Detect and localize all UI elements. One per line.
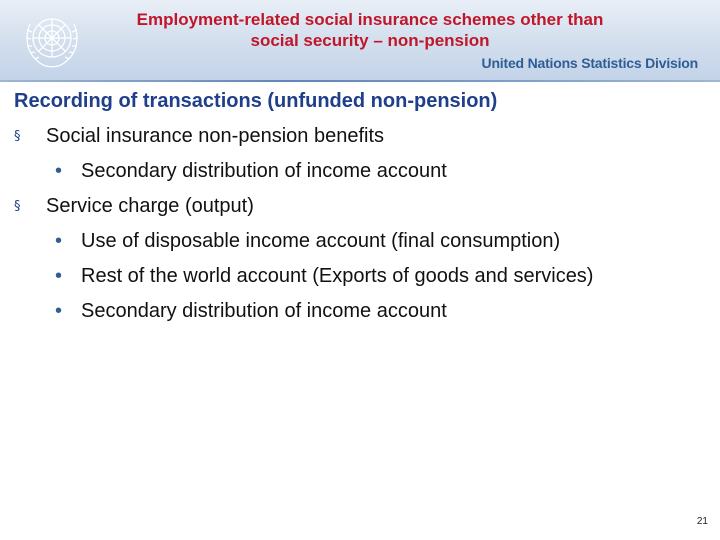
sub-bullet-item-label: Use of disposable income account (final consumption) [81,230,561,252]
organization-name: United Nations Statistics Division [481,55,698,71]
sub-bullet-item-label: Secondary distribution of income account [81,300,447,322]
slide-title [90,9,650,51]
bullet-item [14,123,714,149]
slide-title-line-2: social security – non-pension [250,31,490,50]
bullet-item-label: Service charge (output) [46,195,254,217]
bullet-item [14,193,714,219]
dot-bullet-icon: • [55,230,63,252]
dot-bullet-icon: • [55,300,63,322]
sub-bullet-item [14,263,714,289]
slide-header [0,0,720,80]
header-divider [0,80,720,82]
sub-bullet-item [14,298,714,324]
slide-title-line-1: Employment-related social insurance schemes other than [136,10,604,29]
un-emblem-icon [18,8,86,70]
section-bullet-icon: § [14,129,21,144]
bullet-item-label: Social insurance non-pension benefits [46,125,384,147]
sub-bullet-item-label: Rest of the world account (Exports of goods and services) [81,265,594,287]
dot-bullet-icon: • [55,265,63,287]
slide-body [14,88,714,324]
dot-bullet-icon: • [55,160,63,182]
sub-bullet-item [14,158,714,184]
sub-bullet-item [14,228,714,254]
section-bullet-icon: § [14,199,21,214]
sub-bullet-item-label: Secondary distribution of income account [81,160,447,182]
page-number: 21 [696,516,708,527]
section-heading: Recording of transactions (unfunded non-pension) [14,90,498,112]
